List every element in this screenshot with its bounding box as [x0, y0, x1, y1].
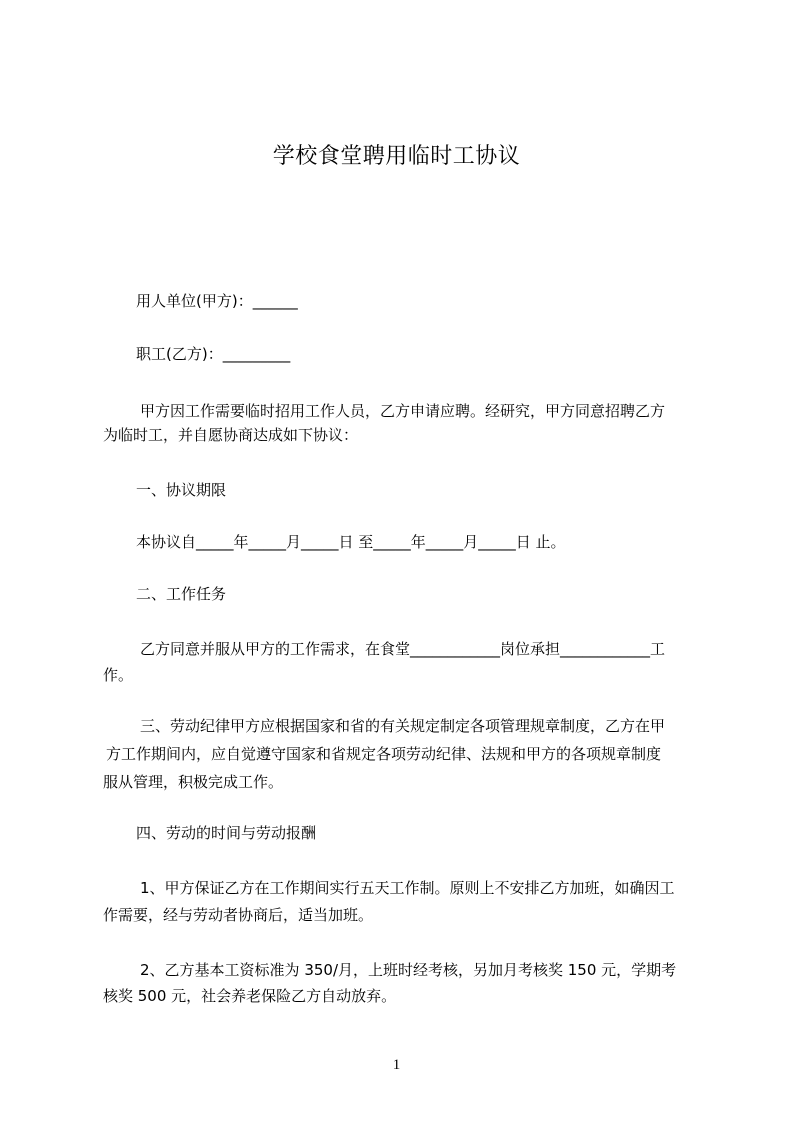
section-3-line-1: 三、劳动纪律甲方应根据国家和省的有关规定制定各项管理规章制度，乙方在甲	[140, 717, 666, 735]
page-number: 1	[392, 1057, 401, 1073]
section-3-line-3: 服从管理，积极完成工作。	[103, 773, 284, 791]
party-b-line: 职工(乙方)：_________	[136, 345, 291, 363]
section-2-line-1: 乙方同意并服从甲方的工作需求，在食堂____________岗位承担____________工	[140, 640, 666, 658]
section-4-item-2-line-1: 2、乙方基本工资标准为 350/月，上班时经考核，另加月考核奖 150 元，学期考	[140, 961, 677, 979]
section-1-body: 本协议自_____年_____月_____日 至_____年_____月_____日 止。	[136, 533, 566, 551]
party-a-line: 用人单位(甲方)：______	[136, 292, 298, 310]
document-title: 学校食堂聘用临时工协议	[272, 144, 521, 169]
section-4-heading: 四、劳动的时间与劳动报酬	[136, 824, 317, 842]
section-4-item-1-line-2: 作需要，经与劳动者协商后，适当加班。	[103, 906, 374, 924]
section-1-heading: 一、协议期限	[136, 481, 227, 499]
section-4-item-2-line-2: 核奖 500 元，社会养老保险乙方自动放弃。	[103, 987, 397, 1005]
intro-line-2: 为临时工，并自愿协商达成如下协议：	[103, 426, 359, 444]
section-2-line-2: 作。	[103, 666, 134, 684]
section-3-line-2: 方工作期间内，应自觉遵守国家和省规定各项劳动纪律、法规和甲方的各项规章制度	[106, 745, 662, 763]
section-4-item-1-line-1: 1、甲方保证乙方在工作期间实行五天工作制。原则上不安排乙方加班，如确因工	[140, 879, 675, 897]
intro-line-1: 甲方因工作需要临时招用工作人员，乙方申请应聘。经研究，甲方同意招聘乙方	[140, 402, 666, 420]
section-2-heading: 二、工作任务	[136, 585, 227, 603]
